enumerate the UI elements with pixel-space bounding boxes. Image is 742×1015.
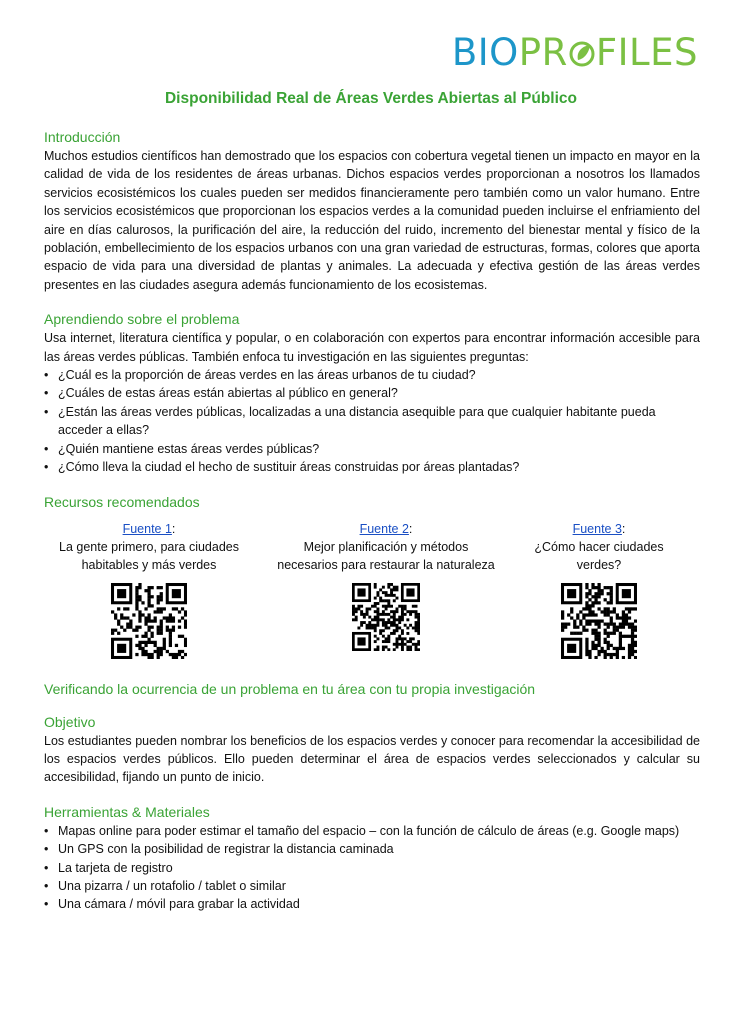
resource-3-title-line1: ¿Cómo hacer ciudades xyxy=(534,539,664,554)
list-item: • ¿Cuáles de estas áreas están abiertas al público en general? xyxy=(44,384,700,402)
learning-paragraph: Usa internet, literatura científica y popular, o en colaboración con expertos para encontrar información accesible para las áreas verdes públicas. También enfoca tu investigación en las siguientes preguntas: xyxy=(44,331,700,364)
resource-3-link[interactable]: Fuente 3 xyxy=(572,521,622,536)
resource-1-title-line2: habitables y más verdes xyxy=(81,558,217,573)
resource-2: Fuente 2: Mejor planificación y métodos necesarios para restaurar la naturaleza xyxy=(266,520,506,651)
learning-question-list xyxy=(44,366,700,476)
tools-list xyxy=(44,822,700,914)
resources-heading: Recursos recomendados xyxy=(44,493,200,510)
resource-1-link[interactable]: Fuente 1 xyxy=(122,521,172,536)
tools-heading: Herramientas & Materiales xyxy=(44,803,210,820)
list-item: • Una cámara / móvil para grabar la actividad xyxy=(44,895,700,913)
resource-3-title-line2: verdes? xyxy=(576,558,622,573)
resource-3: Fuente 3: ¿Cómo hacer ciudades verdes? xyxy=(524,520,674,659)
list-item: • Un GPS con la posibilidad de registrar la distancia caminada xyxy=(44,840,700,858)
logo-text-files: FILES xyxy=(595,31,698,74)
list-item: • ¿Cómo lleva la ciudad el hecho de sustituir áreas construidas por áreas plantadas? xyxy=(44,458,700,476)
intro-heading: Introducción xyxy=(44,129,121,145)
logo-text-bio: BIO xyxy=(451,31,519,74)
document-body xyxy=(44,128,700,914)
list-item: • ¿Cuál es la proporción de áreas verdes en las áreas urbanos de tu ciudad? xyxy=(44,366,700,384)
resource-2-link[interactable]: Fuente 2 xyxy=(359,521,409,536)
objective-paragraph: Los estudiantes pueden nombrar los beneficios de los espacios verdes y conocer para recomendar la accesibilidad de los espacios verdes públicos. Ello pueden determinar el área de espacios verdes seleccionados y calcular su accesibilidad, fijando un punto de inicio. xyxy=(44,733,700,785)
resources-row xyxy=(44,520,700,670)
leaf-o-icon xyxy=(568,38,596,68)
intro-paragraph: Muchos estudios científicos han demostrado que los espacios con cobertura vegetal tienen un impacto en mayor en la calidad de vida de los residentes de áreas urbanas. Dichos espacios verdes proporcionan a nosotros los llamados servicios ecosistémicos los cuales pueden ser medidos financieramente pero también como un valor humano. Entre los servicios ecosistémicos que proporcionan los espacios verdes a la comunidad pueden incluirse el enfriamiento del aire en días calurosos, la purificación del aire, la reducción del ruido, incremento del bienestar mental y físico de la población, embellecimiento de los espacios urbanos con una gran variedad de estructuras, formas, colores que aporta espacio de vida para una diversidad de plantas y animales. La adecuada y efectiva gestión de las áreas verdes presentes en las ciudades asegura además funcionamiento de los ecosistemas. xyxy=(44,149,700,292)
qr-code-icon[interactable] xyxy=(352,583,420,651)
logo-text-pr: PR xyxy=(518,31,568,74)
qr-code-icon[interactable] xyxy=(561,583,637,659)
list-item: • ¿Quién mantiene estas áreas verdes públicas? xyxy=(44,440,700,458)
list-item: • La tarjeta de registro xyxy=(44,859,700,877)
resource-1-title-line1: La gente primero, para ciudades xyxy=(59,539,239,554)
list-item: • ¿Están las áreas verdes públicas, localizadas a una distancia asequible para que cualquier habitante pueda acceder a ellas? xyxy=(44,403,700,440)
resource-1: Fuente 1: La gente primero, para ciudades habitables y más verdes xyxy=(44,520,254,659)
learning-heading: Aprendiendo sobre el problema xyxy=(44,311,240,328)
page-title: Disponibilidad Real de Áreas Verdes Abiertas al Público xyxy=(164,90,578,107)
objective-heading: Objetivo xyxy=(44,713,96,730)
verify-heading: Verificando la ocurrencia de un problema en tu área con tu propia investigación xyxy=(44,680,536,697)
list-item: • Mapas online para poder estimar el tamaño del espacio – con la función de cálculo de áreas (e.g. Google maps) xyxy=(44,822,700,840)
resource-2-title-line1: Mejor planificación y métodos xyxy=(303,539,469,554)
list-item: • Una pizarra / un rotafolio / tablet o similar xyxy=(44,877,700,895)
bioprofiles-logo xyxy=(451,31,698,74)
qr-code-icon[interactable] xyxy=(111,583,187,659)
resource-2-title-line2: necesarios para restaurar la naturaleza xyxy=(277,558,495,573)
